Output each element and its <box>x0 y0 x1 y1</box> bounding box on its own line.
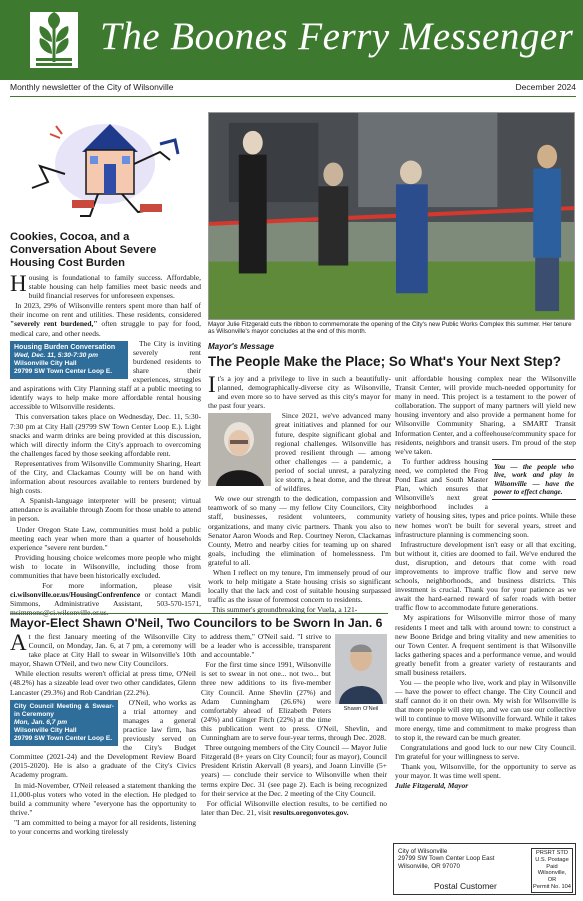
paragraph: You — the people who live, work and play in Wilsonville — have the power to effect change. The City Council and staff cannot do it on their own. My wish for Wilsonville is that more people will step up, and we can use our collective will to continue to move Wilsonville forward. While it takes more energy, time and commitment to make progress than to stop it, the reward can be much greater. <box>395 678 577 742</box>
bold-text: "severely rent burdened," <box>10 319 98 329</box>
mayor-column-2 <box>395 374 576 790</box>
paragraph: Three outgoing members of the City Council — Mayor Julie Fitzgerald (8+ years on City Council; four as mayor), Council President Kristin Akervall (8 years), and Joann Linville (5+ years) — conclude their service to Wilsonville when their terms expire Dec. 31 (see page 2). Each is being recognized for their service at the Dec. 2 meeting of the City Council. <box>201 743 388 798</box>
divider <box>10 613 388 614</box>
return-address <box>398 848 495 870</box>
oneil-portrait <box>335 634 387 704</box>
paragraph: In 2023, 29% of Wilsonville renters spent more than half of their income on rent and utilities. These residents, considered <box>10 301 201 320</box>
indicia-line: Wilsonville, OR <box>537 870 567 884</box>
return-city: Wilsonville, OR 97070 <box>398 862 460 870</box>
photo-caption: Mayor Julie Fitzgerald cuts the ribbon to commemorate the opening of the City's new Public Works Complex this summer. Her tenure as Wilsonville's mayor concludes at the end of this month. <box>208 321 572 336</box>
housing-headline: Cookies, Cocoa, and a Conversation About Severe Housing Cost Burden <box>10 231 157 269</box>
issue-date: December 2024 <box>515 82 576 92</box>
paragraph: Under Oregon State Law, communities must hold a public meeting each year when more than a quarter of households experience "severe rent burden." <box>10 524 202 552</box>
return-street: 29799 SW Town Center Loop East <box>398 855 495 863</box>
housing-article <box>10 104 201 618</box>
paragraph: A Spanish-language interpreter will be present; virtual attendance is available through Zoom for those unable to attend in person. <box>10 496 201 524</box>
mayor-portrait <box>208 413 271 486</box>
newsletter-title: The Boones Ferry Messenger <box>100 15 574 58</box>
paragraph: This conversation takes place on Wednesday, Dec. 11, 5:30-7:30 pm at City Hall (29799 SW Town Center Loop E.). Light snacks and warm drinks are being provided at this discussion, which will directly inform the City's approach to overcoming the challenges faced by those seeking affordable rent. <box>10 412 201 458</box>
election-column-2 <box>201 632 387 818</box>
housing-info-link[interactable]: ci.wilsonville.or.us/HousingConfrenfence <box>10 590 141 600</box>
mayor-signature: Julie Fitzgerald, Mayor <box>395 781 469 791</box>
postal-customer: Postal Customer <box>434 881 497 891</box>
paragraph: t's a joy and a privilege to live in such a beautifully-planned, demographically-diverse city as Wilsonville, and even more so to have served as this city's mayor for the past four years. <box>208 374 391 411</box>
mailing-label <box>393 843 576 895</box>
housing-body <box>10 273 201 617</box>
infobox-where: Wilsonville City Hall <box>14 726 77 734</box>
infobox-where: Wilsonville City Hall <box>14 359 77 367</box>
swear-in-infobox <box>10 700 118 746</box>
paragraph: We owe our strength to the dedication, compassion and teamwork of so many — my fellow City Councilors, City staff, businesses, resident volunteers, community organizations, and many civic partners. Thank you also to Senator Aaron Woods and Rep. Courtney Neron, Clackamas County, Metro and nearby cities for teaming up on shared goals, including the elimination of homelessness. I'm grateful to all. <box>208 494 391 567</box>
paragraph: My aspirations for Wilsonville mirror those of many residents I meet and talk with around town: to construct a new Boone Bridge and bring vitality and new amenities to our Town Center. A frequent sentiment is that Wilsonville lacks gathering spaces and a performance venue, and would greatly benefit from a greater variety of restaurants and small business retailers. <box>395 613 577 677</box>
mayor-column-1 <box>208 374 391 615</box>
paragraph: often struggle to pay for food, medical care, and other needs. <box>10 319 202 338</box>
paragraph: unit affordable housing complex near the Wilsonville Transit Center, will provide much-needed opportunity for many in need. This project is a testament to the power of collaboration. The support of many partners will yield new housing inventory and also provide a permanent home for Wilsonville Community Sharing, a SMART Transit Information Center, and a coffeehouse/community space for residents, neighbors and transit users. I'm proud of the step we've taken. <box>395 374 576 456</box>
infobox-address: 29799 SW Town Center Loop E. <box>14 367 113 375</box>
paragraph: While election results weren't official at press time, O'Neil (48.2%) has a sizeable lead over two other candidates, Glenn Lancaster (29.3%) and Rob Candrian (22.2%). <box>10 669 196 697</box>
dropcap: I <box>208 372 216 397</box>
paragraph: Providing housing choice welcomes more people who might wish to locate in Wilsonville, including those from communities that have been historically excluded. <box>10 552 202 580</box>
indicia-line: PRSRT STD <box>535 850 569 856</box>
election-headline: Mayor-Elect Shawn O'Neil, Two Councilors to be Sworn In Jan. 6 <box>10 616 383 630</box>
infobox-when: Wed, Dec. 11, 5:30-7:30 pm <box>14 351 99 359</box>
paragraph: Thank you, Wilsonville, for the opportunity to serve as your mayor. It was time well spent. <box>395 761 577 781</box>
election-results-link[interactable]: results.oregonvotes.gov. <box>272 807 349 817</box>
masthead-subbar <box>10 82 576 96</box>
paragraph: For official Wilsonville election results, to be certified no later than Dec. 21, visit <box>201 798 387 817</box>
wheat-leaf-logo <box>28 10 80 70</box>
paragraph: For the first time since 1991, Wilsonville is set to swear in not one... not two... but three new additions to its five-member City Council. Anne Shevlin (27%) and Adam Cunningham (26.6%) were comfortably ahead of Elizabeth Peters (24%) and Ginger Fitch (22%) at the time this publication went to press. O'Neil, Shevlin, and Cunningham are to serve four-year terms, through Dec. 2028. <box>201 660 387 743</box>
infobox-title: Housing Burden Conversation <box>14 343 116 351</box>
dropcap: A <box>10 630 27 655</box>
paragraph: Congratulations and good luck to our new City Council. I'm grateful for your willingness to serve. <box>395 742 576 761</box>
infobox-when: Mon, Jan. 6,7 pm <box>14 718 68 726</box>
paragraph: "I am committed to being a mayor for all residents, listening to your concerns and working tirelessly <box>10 817 196 836</box>
paragraph: t the first January meeting of the Wilsonville City Council, on Monday, Jan. 6, at 7 pm, a ceremony will take place at City Hall to swear in Wilsonville's 10th mayor, Shawn O'Neil, and two new City Councilors. <box>10 632 196 669</box>
masthead <box>0 0 583 80</box>
paragraph: When I reflect on my tenure, I'm immensely proud of our work to help mitigate a State housing crisis so significant locally that the lack and cost of suitable housing surpassed traffic as the issue of foremost concern to residents. <box>208 567 392 605</box>
paragraph: Since 2021, we've advanced many great initiatives and planned for our future, despite significant global and regional challenges. Wilsonville has proved resilient through — among other challenges — a pandemic, a period of social unrest, a paralyzing ice storm, a heat dome, and the threat of wildfires. <box>275 411 391 494</box>
paragraph: Representatives from Wilsonville Community Sharing, Heart of the City, and Clackamas County will be on hand with information about resources available to renters burdened by high costs. <box>10 458 201 496</box>
paragraph: For more information, please visit <box>42 581 201 591</box>
indicia-line: Permit No. 104 <box>533 883 571 890</box>
indicia-line: U.S. Postage Paid <box>535 856 569 870</box>
house-character-illustration <box>10 104 201 222</box>
divider <box>10 96 576 97</box>
housing-event-infobox <box>10 341 128 379</box>
paragraph: The City is inviting severely rent burdened residents to share their experiences, struggles and aspirations with City Planning staff at a public meeting to identify ways to help make more affordable rental housing accessible to Wilsonville residents. <box>10 338 201 412</box>
portrait-caption: Shawn O'Neil <box>343 706 379 712</box>
paragraph: to address them," O'Neil said. "I strive to be a leader who is accessible, transparent and accountable." <box>201 632 331 660</box>
paragraph: ousing is foundational to family success. Affordable, stable housing can help families meet basic needs and build financial reserves for unforeseen expenses. <box>28 273 201 301</box>
pull-quote: You — the people who live, work and play in Wilsonville — have the power to effect change. <box>492 459 576 501</box>
mayor-headline: The People Make the Place; So What's Your Next Step? <box>208 354 562 369</box>
paragraph: O'Neil, who works as a trial attorney and manages a general practice law firm, has previously served on the City's Budget Committee (2021-24) and the Development Review Board (2015-2020). He is also a graduate of the City's Civics Academy program. <box>10 697 196 780</box>
return-org: City of Wilsonville <box>398 848 448 855</box>
infobox-address: 29799 SW Town Center Loop E. <box>14 734 113 742</box>
mayors-message-kicker: Mayor's Message <box>208 342 274 351</box>
dropcap: H <box>10 271 27 296</box>
paragraph: This summer's groundbreaking for Vuela, a 121- <box>211 605 358 615</box>
newsletter-subtitle: Monthly newsletter of the City of Wilsonville <box>10 82 174 92</box>
paragraph: Infrastructure development isn't easy or all that exciting, but without it, cities are doomed to fail. We've endured the dust, disruption, and detours that come with road improvements to improve traffic flow and serve new schools, neighborhoods, and business districts. This investment is crucial. Thank you for your patience as we await the hard-earned reward of safer roads with better traffic flow to accommodate future generations. <box>395 539 577 613</box>
election-column-1 <box>10 632 196 837</box>
paragraph: or contact Mandi Simmons, Administrative Assistant, 503-570-1571, msimmons@ci.wilsonville.or.us. <box>10 590 201 618</box>
infobox-title: City Council Meeting & Swear-in Ceremony <box>14 702 114 718</box>
postage-indicia <box>531 848 573 893</box>
ribbon-cutting-photo <box>208 112 575 320</box>
paragraph: To further address housing need, we completed the Frog Pond East and South Master Plan, which ensures that Wilsonville's next great neighborhood includes a variety of housing sites, types and price points. While these new homes won't be built for several years, street and infrastructure planning is commencing soon. <box>395 456 576 539</box>
paragraph: In mid-November, O'Neil released a statement thanking the 11,000-plus voters who voted in the election. He pledged to build a community where "everyone has the opportunity to thrive." <box>10 780 197 817</box>
